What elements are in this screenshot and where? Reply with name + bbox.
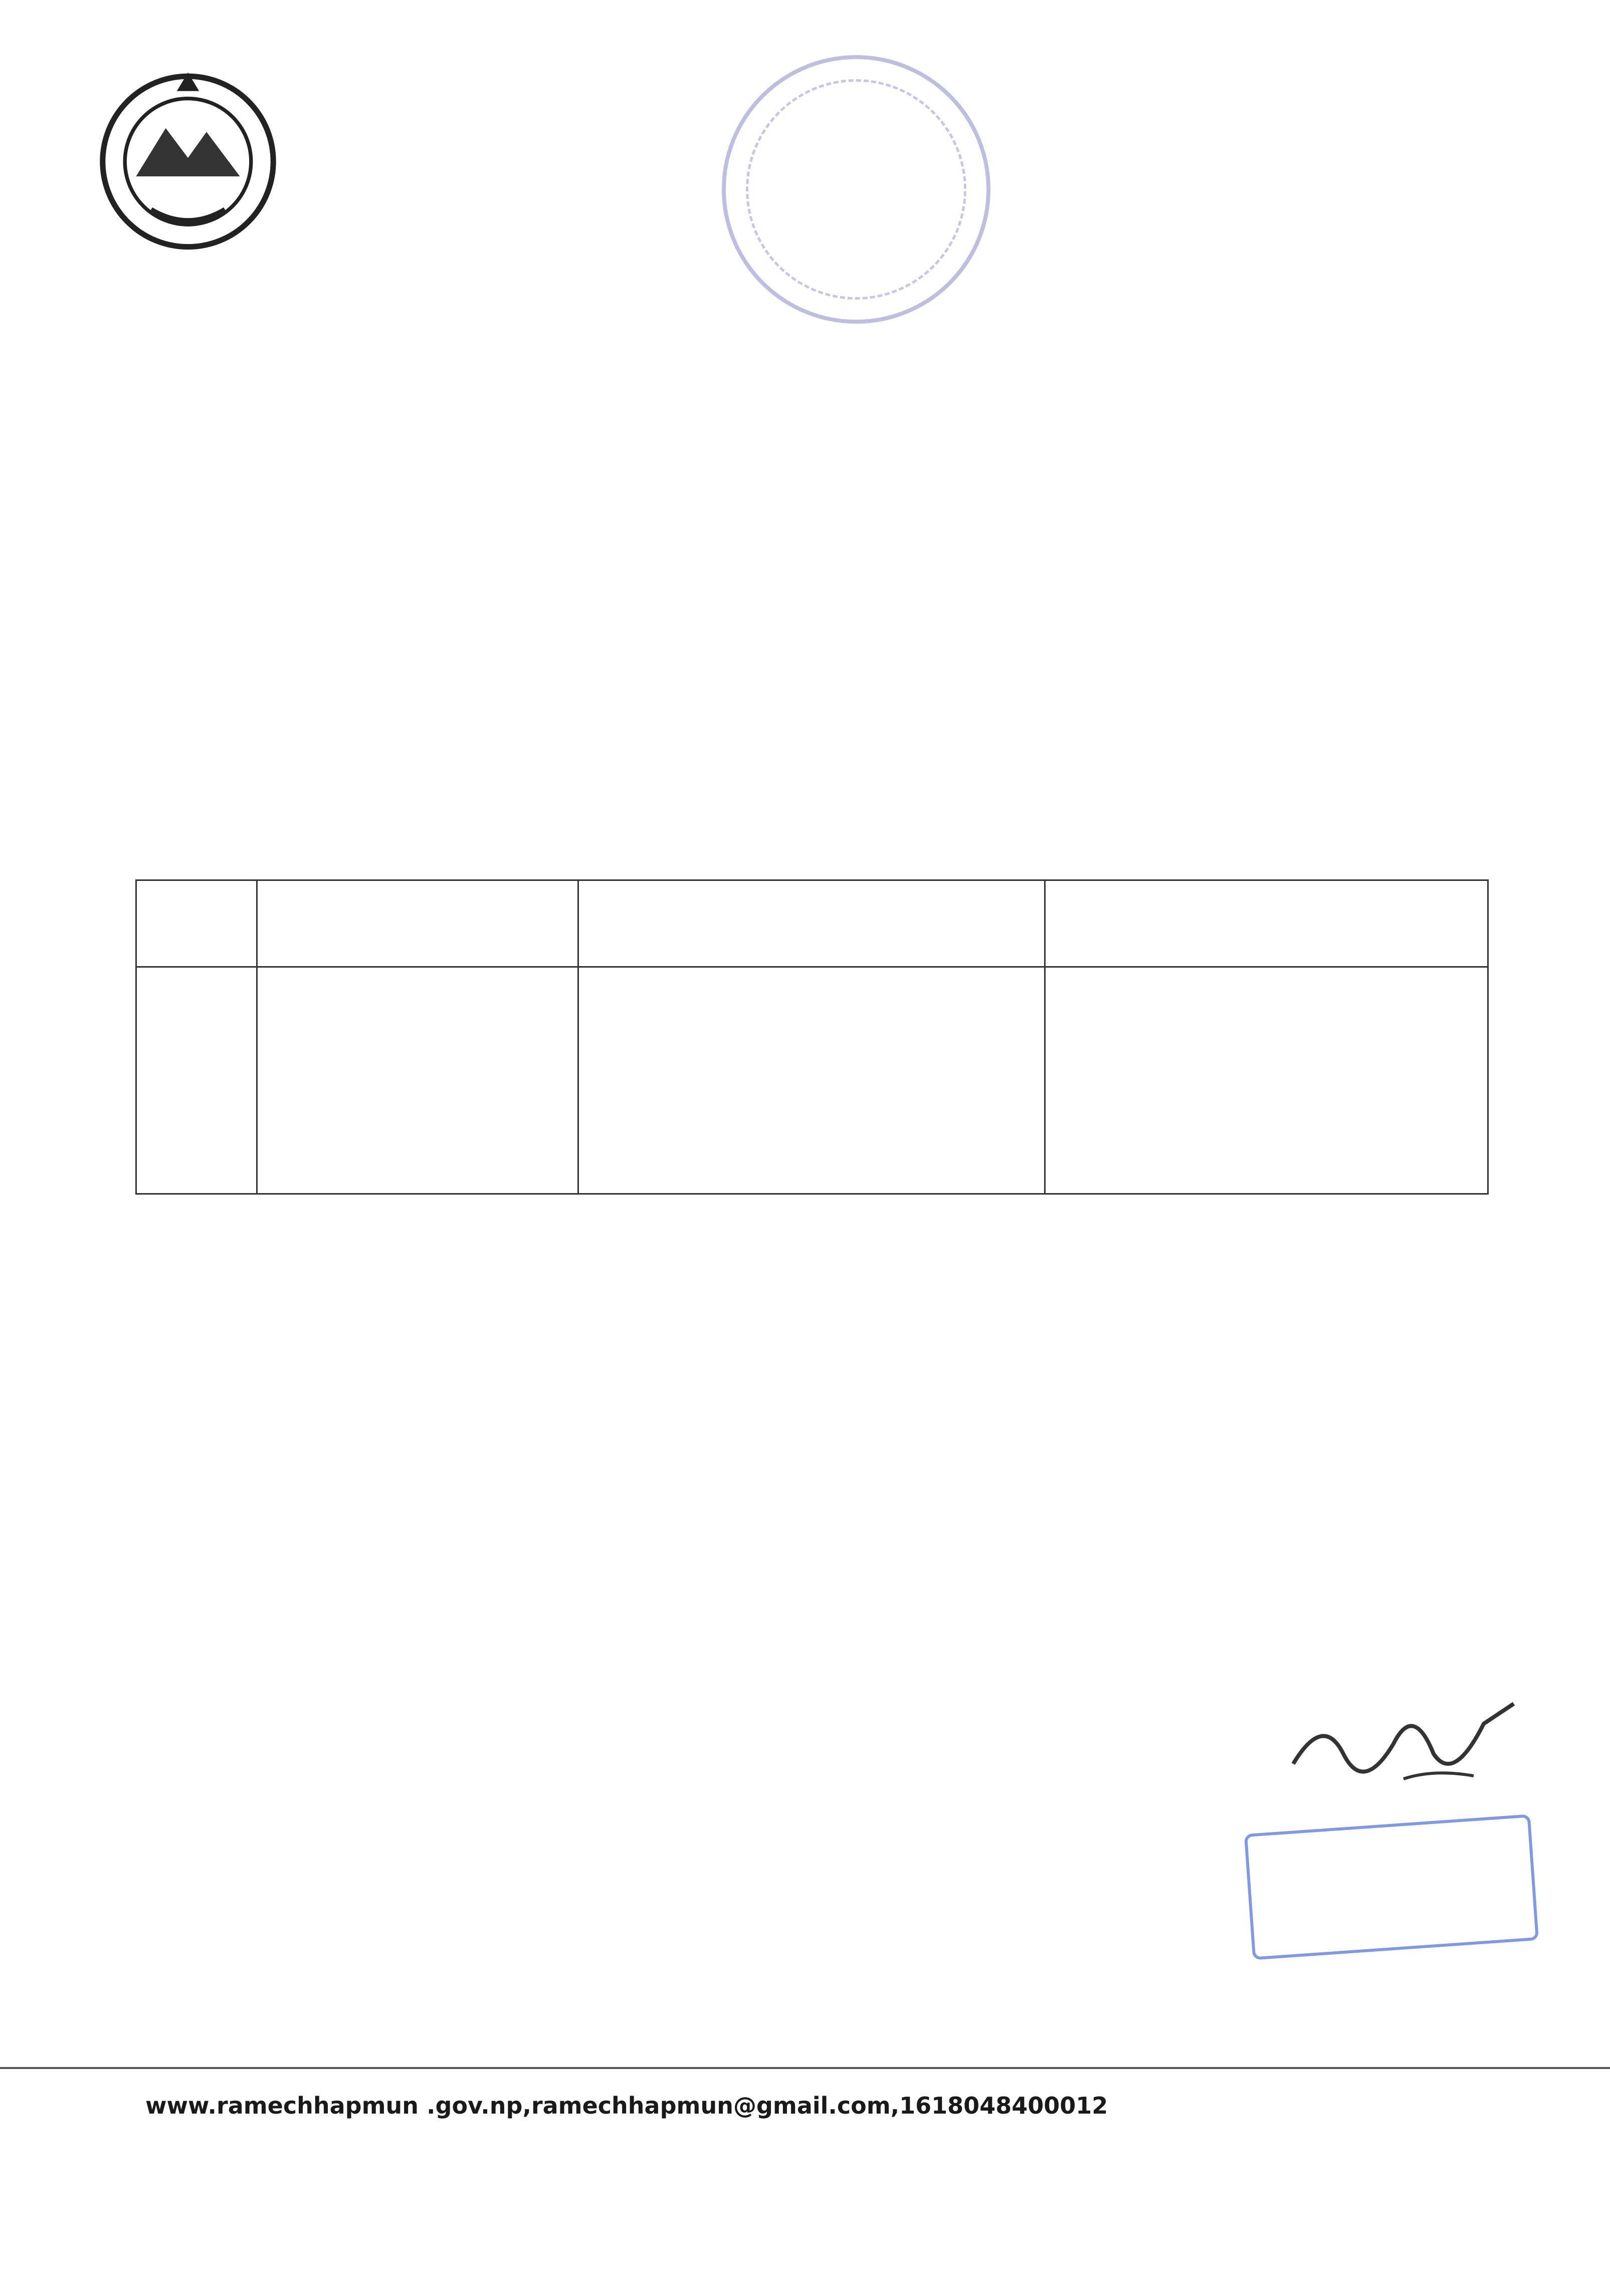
notice-title [0,391,1610,431]
list-item [170,1238,1474,1283]
program-table [135,879,1489,1195]
footer-separator: , [890,2092,900,2119]
phone-chief [1329,100,1610,138]
municipality-subtitle [0,436,1610,476]
cell-program [257,967,578,1194]
cell-serial [136,967,257,1194]
list-item [170,1528,1474,1573]
phone-cao [1329,176,1610,214]
published-date [0,481,1610,526]
audio-board-number: 1618048400012 [899,2092,1108,2119]
nepal-government-emblem-icon [95,65,281,251]
office-seal-stamp [722,55,990,324]
table-header-row [136,880,1488,967]
cell-quantity [578,967,1045,1194]
header-amount [1045,880,1488,967]
phone-admin [1329,214,1610,253]
header-quantity [578,880,1045,967]
list-item [170,1456,1474,1501]
annex-label [0,346,1610,386]
footer-separator: , [522,2092,531,2119]
notice-body [170,531,1494,852]
table-row [136,967,1488,1194]
notice-titles [0,346,1610,526]
phone-deputy [1329,138,1610,176]
attachments-heading [170,1168,872,1213]
footer-contact [145,2092,1499,2119]
list-item [170,1310,1474,1355]
footer-divider [0,2067,1610,2069]
email-link[interactable]: ramechhapmun@gmail.com [531,2092,891,2119]
header-serial [136,880,257,967]
officer-stamp [1244,1814,1539,1960]
header-program [257,880,578,967]
list-item [170,1383,1474,1428]
contact-numbers [1329,100,1610,253]
website-link[interactable]: www.ramechhapmun .gov.np [145,2092,523,2119]
handwritten-signature [1283,1684,1524,1799]
attachments-list [170,1238,1474,1601]
cell-amount [1045,967,1488,1194]
